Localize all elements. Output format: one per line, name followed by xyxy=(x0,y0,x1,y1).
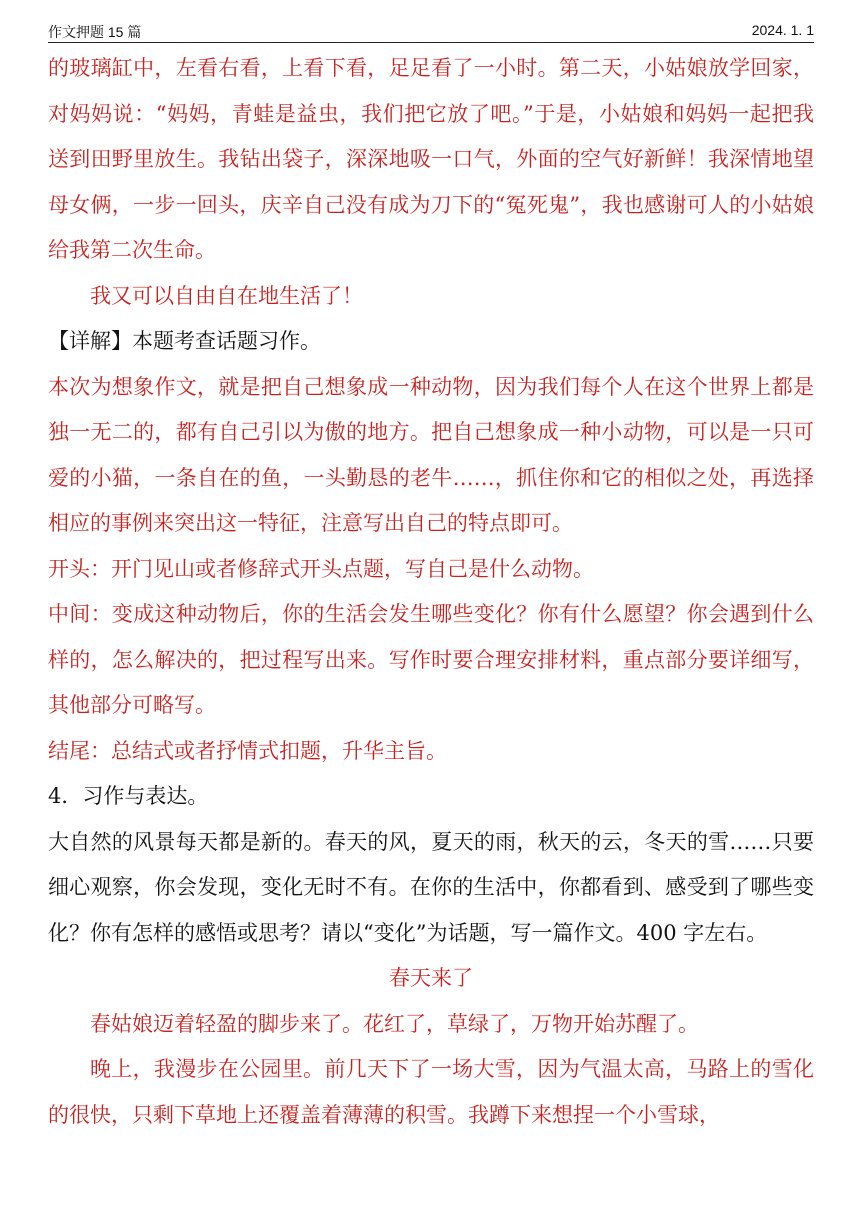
outline-middle: 中间：变成这种动物后，你的生活会发生哪些变化？你有什么愿望？你会遇到什么样的，怎么解决的，把过程写出来。写作时要合理安排材料，重点部分要详细写，其他部分可略写。 xyxy=(48,602,814,717)
document-body xyxy=(48,46,814,1138)
outline-ending: 结尾：总结式或者抒情式扣题，升华主旨。 xyxy=(48,738,447,763)
story-closing-line: 我又可以自由自在地生活了！ xyxy=(90,283,363,308)
header-title: 作文押题 15 篇 xyxy=(48,24,142,40)
explanation-paragraph: 本次为想象作文，就是把自己想象成一种动物，因为我们每个人在这个世界上都是独一无二的，都有自己引以为傲的地方。把自己想象成一种小动物，可以是一只可爱的小猫，一条自在的鱼，一头勤恳的老牛……，抓住你和它的相似之处，再选择相应的事例来突出这一特征，注意写出自己的特点即可。 xyxy=(48,374,814,535)
page-header xyxy=(48,22,814,43)
essay-title: 春天来了 xyxy=(389,966,473,990)
question-number: 4．习作与表达。 xyxy=(48,784,209,808)
question-prompt: 大自然的风景每天都是新的。春天的风，夏天的雨，秋天的云，冬天的雪……只要细心观察，你会发现，变化无时不有。在你的生活中，你都看到、感受到了哪些变化？你有怎样的感悟或思考？请以“变化”为话题，写一篇作文。400 字左右。 xyxy=(48,829,814,945)
header-date: 2024. 1. 1 xyxy=(751,22,814,38)
essay-paragraph: 春姑娘迈着轻盈的脚步来了。花红了，草绿了，万物开始苏醒了。 xyxy=(90,1011,699,1036)
story-paragraph: 的玻璃缸中，左看右看，上看下看，足足看了一小时。第二天，小姑娘放学回家，对妈妈说：“妈妈，青蛙是益虫，我们把它放了吧。”于是，小姑娘和妈妈一起把我送到田野里放生。我钻出袋子，深深地吸一口气，外面的空气好新鲜！我深情地望母女俩，一步一回头，庆辛自己没有成为刀下的“冤死鬼”，我也感谢可人的小姑娘给我第二次生命。 xyxy=(48,56,814,262)
essay-paragraph: 晚上，我漫步在公园里。前几天下了一场大雪，因为气温太高，马路上的雪化的很快，只剩下草地上还覆盖着薄薄的积雪。我蹲下来想捏一个小雪球， xyxy=(48,1057,814,1127)
outline-opening: 开头：开门见山或者修辞式开头点题，写自己是什么动物。 xyxy=(48,556,594,581)
explanation-heading: 【详解】本题考查话题习作。 xyxy=(48,329,321,353)
